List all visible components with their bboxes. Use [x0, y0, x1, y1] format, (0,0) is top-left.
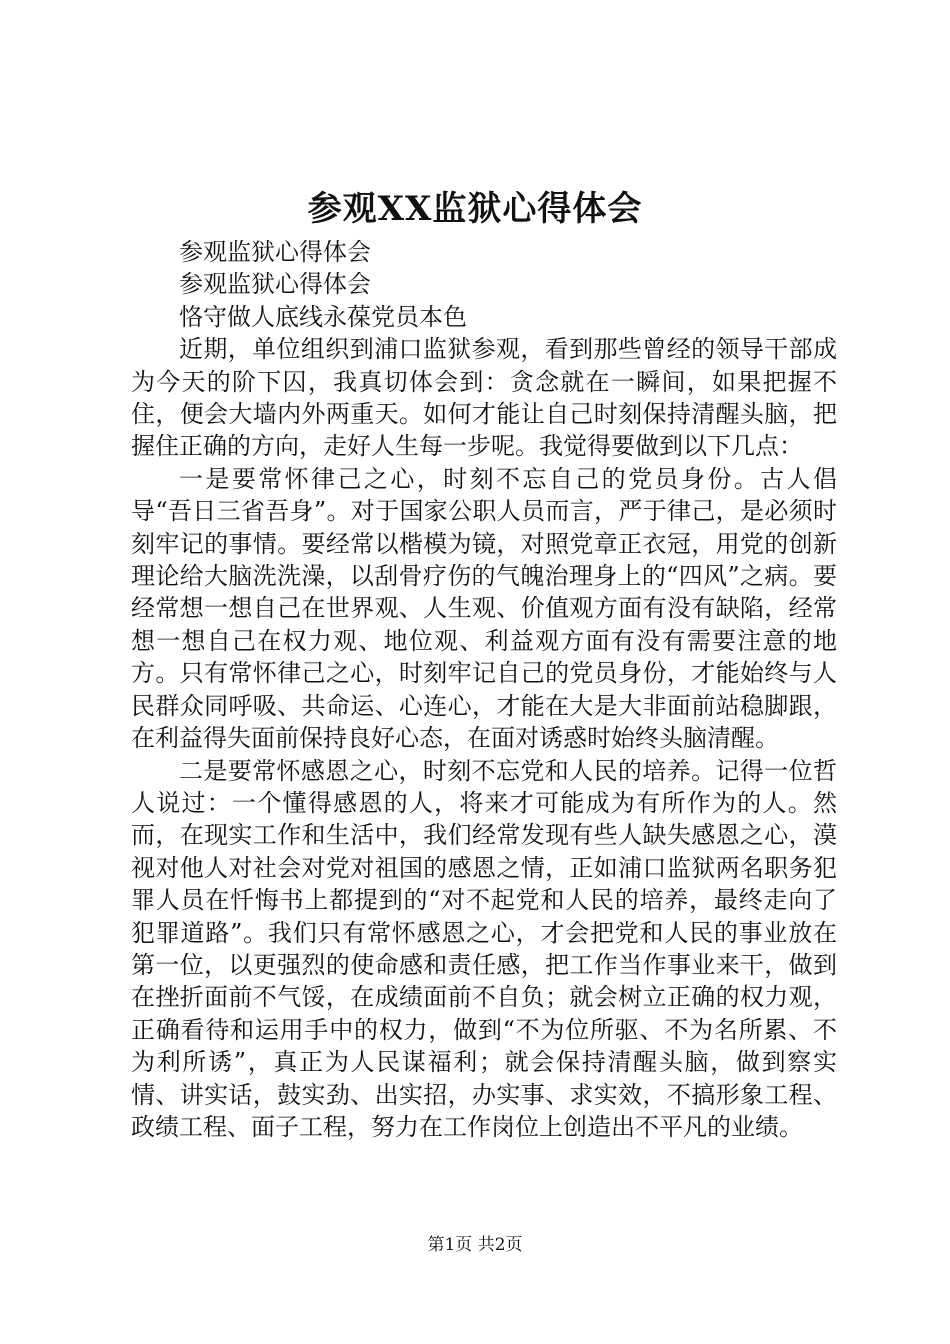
document-title: 参观XX监狱心得体会	[307, 189, 643, 229]
page-number-total: 共2页	[477, 1235, 523, 1255]
page-number-current: 第1页	[427, 1235, 473, 1255]
paragraph-intro: 近期，单位组织到浦口监狱参观，看到那些曾经的领导干部成为今天的阶下囚，我真切体会到：贪念就在一瞬间，如果把握不住，便会大墙内外两重天。如何才能让自己时刻保持清醒头脑，把握住正确的方向，走好人生每一步呢。我觉得要做到以下几点：	[131, 335, 837, 461]
subheading-1: 参观监狱心得体会	[179, 238, 371, 266]
subheading-3: 恪守做人底线永葆党员本色	[179, 302, 467, 331]
document-body	[131, 236, 837, 1143]
subheading-2: 参观监狱心得体会	[179, 270, 371, 299]
paragraph-point-2: 二是要常怀感恩之心，时刻不忘党和人民的培养。记得一位哲人说过：一个懂得感恩的人，将来才可能成为有所作为的人。然而，在现实工作和生活中，我们经常发现有些人缺失感恩之心，漠视对他人对社会对党对祖国的感恩之情，正如浦口监狱两名职务犯罪人员在忏悔书上都提到的“对不起党和人民的培养，最终走向了犯罪道路”。我们只有常怀感恩之心，才会把党和人民的事业放在第一位，以更强烈的使命感和责任感，把工作当作事业来干，做到在挫折面前不气馁，在成绩面前不自负；就会树立正确的权力观，正确看待和运用手中的权力，做到“不为位所驱、不为名所累、不为利所诱”，真正为人民谋福利；就会保持清醒头脑，做到察实情、讲实话，鼓实劲、出实招，办实事、求实效，不搞形象工程、政绩工程、面子工程，努力在工作岗位上创造出不平凡的业绩。	[131, 756, 837, 1141]
page-footer	[0, 1233, 950, 1257]
paragraph-point-1: 一是要常怀律己之心，时刻不忘自己的党员身份。古人倡导“吾日三省吾身”。对于国家公职人员而言，严于律己，是必须时刻牢记的事情。要经常以楷模为镜，对照党章正衣冠，用党的创新理论给大脑洗洗澡，以刮骨疗伤的气魄治理身上的“四风”之病。要经常想一想自己在世界观、人生观、价值观方面有没有缺陷，经常想一想自己在权力观、地位观、利益观方面有没有需要注意的地方。只有常怀律己之心，时刻牢记自己的党员身份，才能始终与人民群众同呼吸、共命运、心连心，才能在大是大非面前站稳脚跟，在利益得失面前保持良好心态，在面对诱惑时始终头脑清醒。	[131, 464, 837, 753]
